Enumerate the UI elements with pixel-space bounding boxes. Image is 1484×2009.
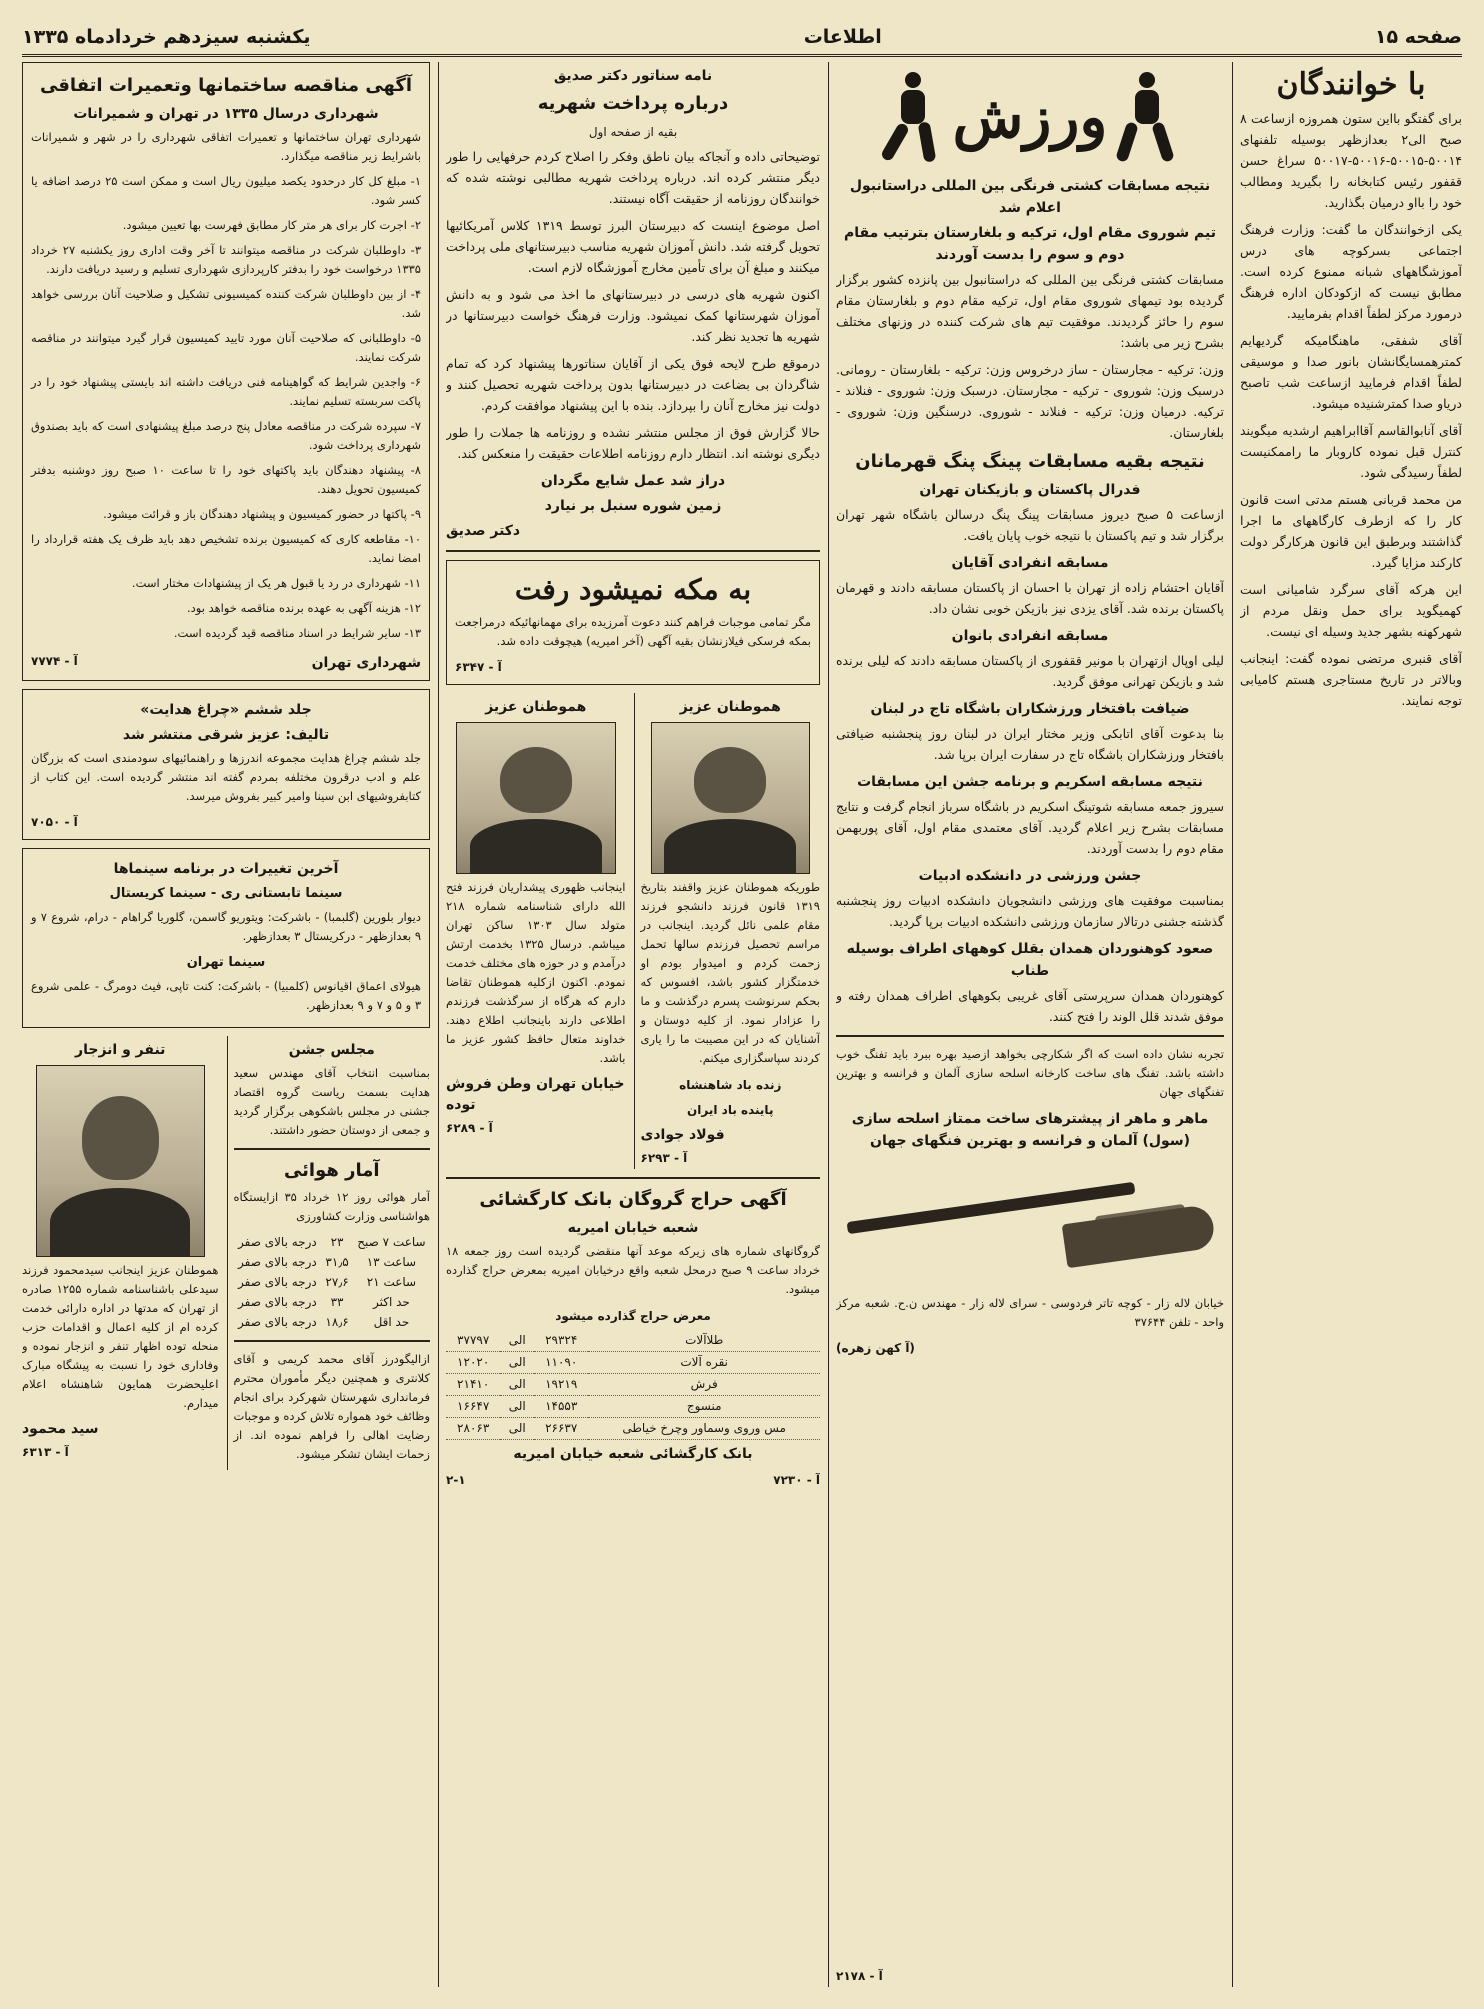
auction-notice [446, 1187, 820, 1491]
article-signature: دکتر صدیق [446, 523, 521, 539]
auction-table [446, 1330, 820, 1440]
tender-notice [22, 62, 430, 681]
letters-paragraph: یکی ازخوانندگان ما گفت: وزارت فرهنگ اجتماعی بسرکوچه های درس آموزشگاههای شبانه ممنوع کرده است. مطابق نیست که ازکودکان اداره فرهنگ درمورد مرکز لطفاً اقدام بفرمایید. [1240, 222, 1462, 321]
sports-logo-text: ورزش [952, 83, 1108, 151]
letters-column [1240, 62, 1462, 1987]
headline: تیم شوروی مقام اول، ترکیه و بلغارستان بترتیب مقام دوم و سوم را بدست آوردند [844, 225, 1216, 263]
obituary-left [446, 693, 626, 1169]
headline: فدرال پاکستان و بازیکنان تهران [919, 482, 1141, 498]
table-row: ساعت ۲۱ ۲۷٫۶ درجه بالای صفر [238, 1275, 417, 1289]
cinema-name: سینما تهران [186, 955, 266, 970]
auction-title: آگهی حراج گروگان بانک کارگشائی [479, 1189, 787, 1210]
mecca-notice [446, 560, 820, 685]
obituary-text: طوریکه هموطنان عزیز واقفند بتاریخ ۱۳۱۹ قانون فرزند دانشجو فرزند مقام علمی نائل گردید. اینجانب در مراسم تحصیل فرزندم سالها تحمل زحمت کردم و امیدوار بودم او خدمتگزار کشور باشد، افسوس که بحکم سرنوشت پسرم درگذشت و ما را عزادار نمود. از کلیه دوستان و آشنایان که در این مصیبت ما را یاری کردند سپاسگزاری میکنم. [640, 880, 820, 1065]
poem-line: زمین شوره سنبل بر نیارد [544, 498, 722, 514]
article-text: بنا بدعوت آقای اتابکی وزیر مختار ایران در لبنان روز پنجشنبه ضیافتی بافتخار ورزشکاران باشگاه تاج در سفارت ایران برپا شد. [836, 726, 1224, 762]
article-text: سیروز جمعه مسابقه شوتینگ اسکریم در باشگاه سرباز انجام گرفت و نتایج مسابقات بشرح زیر اعلام گردید. آقای معتمدی مقام اول، آقای پوربهمن مقام دوم را بدست آوردند. [836, 799, 1224, 856]
headline: ضیافت بافتخار ورزشکاران باشگاه تاج در لبنان [870, 701, 1190, 717]
tender-item: ۲- اجرت کار برای هر متر کار مطابق فهرست بها تعیین میشود. [122, 218, 421, 232]
obituary-title: هموطنان عزیز [485, 699, 587, 715]
article-text: اصل موضوع اینست که دبیرستان البرز توسط ۱۳۱۹ کلاس آمریکائیها تحویل گرفته شد. دانش آموزان شهریه مناسب دبیرستانهای ملی پرداخت میکنند و مبلغ آن برای تأمین مخارج آموزشگاه لازم است. [446, 218, 820, 275]
tender-item: شهرداری تهران ساختمانها و تعمیرات اتفاقی شهرداری را در شهر و شمیرانات باشرایط زیر مناقصه میگذارد. [31, 130, 421, 163]
article-text: درموقع طرح لایحه فوق یکی از آقایان سناتورها پیشنهاد کرد که تمام شاگردان بی بضاعت در دبیرستانها بدون پرداخت شهریه تحصیل کنند و دولت نیز مخارج آنان را بپردازد. بنده با این پیشنهاد موافقت کردم. [446, 356, 820, 413]
cinema-listing [22, 848, 430, 1028]
shotgun-image [836, 1158, 1224, 1288]
obituaries-row [446, 693, 820, 1169]
slogan: پاینده باد ایران [687, 1103, 774, 1117]
table-row: مس وروی وسماور وچرخ خیاطی ۲۶۶۳۷ الی ۲۸۰۶۳ [446, 1418, 820, 1440]
poem-line: دراز شد عمل شایع مگردان [540, 473, 726, 489]
center-column [446, 62, 820, 1987]
obituary-text: اینجانب ظهوری پیشداریان فرزند فتح الله دارای شناسنامه شماره ۲۱۸ متولد سال ۱۳۰۳ ساکن تهران میباشم. درسال ۱۳۲۵ بخدمت ارتش درآمدم و در حوزه های مختلف خدمت نمودم. اکنون ازکلیه هموطنان تقاضا دارم که هرگاه از سرگذشت فرزندم اطلاعی دارند باینجانب اطلاع دهند. خداوند متعال حافظ کشور عزیز ما باشد. [446, 880, 626, 1065]
notice-title: به مکه نمیشود رفت [514, 573, 752, 606]
jashn-text: بمناسبت انتخاب آقای مهندس سعید هدایت بسمت ریاست گروه اقتصاد جشنی در مجلس باشکوهی برگزار گردید و جمعی از دوستان حضور داشتند. [233, 1066, 430, 1137]
headline: مسابقه انفرادی بانوان [951, 628, 1109, 644]
condolence-text: هموطنان عزیز اینجانب سیدمحمود فرزند سیدعلی باشناسنامه شماره ۱۲۵۵ صادره از تهران که مدتها در اداره دارائی خدمت کرده ام از کلیه اعمال و اقدامات حزب منحله توده اظهار تنفر و انزجار نموده و وفاداری خود را نسبت به پیشگاه مبارک اعلیحضرت همایون شاهنشاه اعلام میدارم. [22, 1263, 219, 1410]
notice-text: مگر تمامی موجبات فراهم کنند دعوت آمرزیده برای مهمانهائیکه درمراجعت بمکه فرسکی فیلازنشان بقیه آگهی (آخر امیریه) هیچوقت داده شد. [455, 615, 811, 648]
article-text: حالا گزارش فوق از مجلس منتشر نشده و روزنامه ها جملات را طور دیگری نوشته اند. انتظار دارم روزنامه اطلاعات حقیقت را منعکس کند. [446, 425, 820, 461]
jashn-title: مجلس جشن [288, 1042, 375, 1058]
book-title: جلد ششم «چراغ هدایت» [140, 702, 312, 718]
auction-footer: بانک کارگشائی شعبه خیابان امیریه [513, 1446, 753, 1462]
article-text: وزن: ترکیه - مجارستان - ساز درخروس وزن: ترکیه - بلغارستان - رومانی. درسبک وزن: شوروی - ترکیه - مجارستان. درسبک وزن: شوروی - فنلاند - ترکیه. درمیان وزن: ترکیه - فنلاند - شوروی. درسنگین وزن: شوروی - بلغارستان. [836, 362, 1224, 440]
column-rule [438, 62, 439, 1987]
article-text: مسابقات کشتی فرنگی بین المللی که دراستانبول بین پانزده کشور برگزار گردیده بود تیمهای شوروی مقام اول، ترکیه مقام دوم و بلغارستان مقام سوم را حائز گردیدند. موفقیت تیم های شرکت کننده در وزنهای مختلف بشرح زیر می باشد: [836, 272, 1224, 350]
jashn-and-weather [227, 1036, 431, 1470]
condolence-signature: سید محمود [22, 1421, 99, 1437]
sports-column [836, 62, 1224, 1987]
table-row: حد اقل ۱۸٫۶ درجه بالای صفر [238, 1315, 410, 1329]
book-notice [22, 689, 430, 840]
article-text: لیلی اوپال ازتهران با مونیر ققفوری از پاکستان مسابقه دادند که لیلی برنده شد و بازیکن تهرانی موفق گردید. [836, 653, 1224, 689]
tender-item: ۱۳- سایر شرایط در اسناد مناقصه قید گردیده است. [173, 626, 421, 640]
letters-paragraph: آقای شفقی، ماهنگامیکه گردیهایم کمترهمسایگانشان بانور صدا و موسیقی لطفاً اقدام فرمایید ازساعت شب تاصبح دریاو صدا کمترشنیده میشود. [1240, 333, 1462, 411]
auction-branch: شعبه خیابان امیریه [567, 1220, 699, 1236]
book-author: تالیف: عزیز شرقی منتشر شد [122, 727, 330, 743]
headline: نتیجه مسابقه اسکریم و برنامه جشن این مسابقات [857, 774, 1203, 790]
headline: جشن ورزشی در دانشکده ادبیات [918, 868, 1142, 884]
letters-paragraph: برای گفتگو بااین ستون همروزه ازساعت ۸ صبح الی۲ بعدازظهر بوسیله تلفنهای ۵۰۰۱۴-۵۰۰۱۵-۵۰۰۱۶-۵۰۰۱۷ سراغ حسن ققفور رئیس کتابخانه را بگیرید ومطالب خود را بااو درمیان بگذارید. [1240, 111, 1462, 210]
cinema-name: سینما تابستانی ری - سینما کریستال [109, 886, 343, 901]
article-text: کوهنوردان همدان سرپرستی آقای غریبی بکوههای اطراف همدان رفته و موفق شدند قلل الوند را فتح کنند. [836, 988, 1224, 1024]
tender-title: آگهی مناقصه ساختمانها وتعمیرات اتفاقی [39, 75, 413, 96]
ad-code: ۲-۱ [446, 1473, 466, 1487]
ad-code: آ - ۶۳۴۷ [455, 660, 502, 674]
table-row: نقره آلات ۱۱۰۹۰ الی ۱۲۰۲۰ [446, 1352, 820, 1374]
article-text: بمناسبت موفقیت های ورزشی دانشجویان دانشکده ادبیات روز پنجشنبه گذشته جشنی درتالار سازمان ورزشی دانشکده ادبیات برپا گردید. [836, 893, 1224, 929]
condolence-title: تنفر و انزجار [75, 1042, 166, 1058]
paper-name: اطلاعات [803, 26, 882, 48]
masthead [22, 20, 1462, 57]
article-text: اکنون شهریه های درسی در دبیرستانهای ما اخذ می شود و به دانش آموزان شهرستانها کمک نمیشود. وزارت فرهنگ خواست دبیرستانها در شهریه ها تجدید نظر کند. [446, 287, 820, 344]
letters-paragraph: آقای قنبری مرتضی نموده گفت: اینجانب وبالاتر در تاریخ مستاجری هستم کامیابی توجه نمایند. [1240, 651, 1462, 708]
auction-intro: گروگانهای شماره های زیرکه موعد آنها منقضی گردیده است روز جمعه ۱۸ خرداد ساعت ۹ صبح درمحل شعبه واقع درخیابان امیریه بمعرض حراج گذارده میشود. [446, 1244, 820, 1296]
weather-extra-text: ازالیگودرز آقای محمد کریمی و آقای کلانتری و همچنین دیگر مأموران محترم فرمانداری شهرستان شهرکرد برای انجام وظائف خود همواره تلاش کرده و موجبات رضایت اهالی را فراهم نموده اند. از زحمات ایشان تشکر میشود. [233, 1352, 430, 1461]
table-row: فرش ۱۹۲۱۹ الی ۲۱۴۱۰ [446, 1374, 820, 1396]
article-title: درباره پرداخت شهریه [537, 93, 729, 114]
ad-code: (آ کهن زهره) [836, 1341, 915, 1355]
letters-paragraph: این هرکه آقای سرگرد شامیانی است کهمیگوید برای حمل ونقل مردم از شهرکهنه بشهر جدید وسیله ای نیست. [1240, 582, 1462, 639]
book-text: جلد ششم چراغ هدایت مجموعه اندرزها و راهنمائیهای سودمندی است که بزرگان علم و ادب درقرون مختلفه بمردم گفته اند منتشر گردیده است. این کتاب از کتابفروشیهای ابن سینا وامیر کبیر بفروش میرسد. [31, 751, 421, 803]
obituary-name: فولاد جوادی [640, 1127, 725, 1143]
headline: مسابقه انفرادی آقایان [951, 555, 1109, 571]
cinema-text: هیولای اعماق اقیانوس (کلمبیا) - باشرکت: کنت تاپی، فیث دومرگ - علمی شروع ۳ و ۵ و ۷ و ۹ بعدازظهر. [31, 979, 421, 1012]
weather-table [234, 1232, 431, 1332]
auction-table-header: معرض حراج گذارده میشود [555, 1309, 711, 1323]
table-row: ساعت ۷ صبح ۲۳ درجه بالای صفر [238, 1235, 426, 1249]
ad-text: تجربه نشان داده است که اگر شکارچی بخواهد ازصید بهره ببرد باید تفنگ خوب داشته باشد. تفنگ های ساخت کارخانه اسلحه سازی آلمان و فرانسه و بهترین تفنگهای جهان [836, 1047, 1224, 1099]
ad-address: خیابان لاله زار - کوچه تاتر فردوسی - سرای لاله زار - مهندس ن.ح. شعبه مرکز واحد - تلفن ۳۷۶۴۴ [836, 1296, 1224, 1329]
tender-item: ۸- پیشنهاد دهندگان باید پاکتهای خود را تا ساعت ۱۰ صبح روز دوشنبه بدفتر کمیسیون تحویل دهند. [31, 463, 421, 496]
tender-item: ۱۰- مقاطعه کاری که کمیسیون برنده تشخیص دهد باید ظرف یک هفته قرارداد را امضا نماید. [31, 532, 421, 565]
column-rule [1232, 62, 1233, 1987]
ad-code: آ - ۷۲۳۰ [773, 1473, 820, 1487]
letters-paragraph: من محمد قربانی هستم مدتی است قانون کار را که ازطرف کارگاههای ما اجرا گذاشتند وبرطبق این قانون هرکارگر دولت کارکند مزایا گیرد. [1240, 492, 1462, 570]
issue-date: یکشنبه سیزدهم خردادماه ۱۳۳۵ [22, 26, 311, 48]
ad-code: آ - ۷۰۵۰ [31, 815, 78, 829]
condolence-notice [22, 1036, 219, 1470]
tender-item: ۱- مبلغ کل کار درحدود یکصد میلیون ریال است و ممکن است ۲۵ درصد اضافه یا کسر شود. [31, 174, 421, 207]
table-row: طلاآلات ۲۹۳۲۴ الی ۳۷۷۹۷ [446, 1330, 820, 1352]
cinema-text: دیوار بلورین (گلبمبا) - باشرکت: ویتوریو گاسمن، گلوریا گراهام - درام، شروع ۷ و ۹ بعدازظهر - درکریستال ۳ بعدازظهر. [31, 910, 421, 943]
ad-headline: ماهر و ماهر از پیشترهای ساخت ممتاز اسلحه سازی (سول) آلمان و فرانسه و بهترین فنگهای جهان [851, 1111, 1209, 1149]
table-row: حد اکثر ۳۳ درجه بالای صفر [238, 1295, 410, 1309]
ad-code: آ - ۶۲۹۳ [640, 1151, 688, 1165]
tender-item: ۹- پاکتها در حضور کمیسیون و پیشنهاد دهندگان باز و قرائت میشود. [103, 507, 421, 521]
gun-advertisement [836, 1045, 1224, 1359]
article-continued: بقیه از صفحه اول [588, 125, 678, 139]
tender-item: ۵- داوطلبانی که صلاحیت آنان مورد تایید کمیسیون قرار گیرد میتوانند در مناقصه شرکت نمایند. [31, 331, 421, 364]
letters-paragraph: آقای آنابوالقاسم آقاابراهیم ارشدیه میگویند کنترل قبل نموده کاروبار ما راممکنیست لطفاً رسیدگی شود. [1240, 423, 1462, 480]
table-row: ساعت ۱۳ ۳۱٫۵ درجه بالای صفر [238, 1255, 417, 1269]
weather-intro: آمار هوائی روز ۱۲ خرداد ۳۵ ازایستگاه هواشناسی وزارت کشاورزی [233, 1190, 430, 1223]
ad-code: آ - ۶۳۱۳ [22, 1445, 69, 1459]
headline: نتیجه مسابقات کشتی فرنگی بین المللی دراستانبول اعلام شد [849, 178, 1211, 216]
obituary-sign: خیابان تهران وطن فروش توده [446, 1076, 625, 1113]
column-rule [828, 62, 829, 1987]
table-row: منسوج ۱۴۵۵۳ الی ۱۶۶۴۷ [446, 1396, 820, 1418]
sports-logo [836, 62, 1224, 172]
letters-title: با خوانندگان [1276, 67, 1426, 102]
left-column [22, 62, 430, 1987]
weather-title: آمار هوائی [283, 1160, 380, 1181]
bottom-left-row [22, 1036, 430, 1470]
tender-item: ۴- از بین داوطلبان شرکت کننده کمیسیونی تشکیل و صلاحیت آنان بررسی خواهد شد. [31, 287, 421, 320]
obituary-right [634, 693, 821, 1169]
portrait-photo [36, 1065, 205, 1257]
tender-item: ۱۱- شهرداری در رد یا قبول هر یک از پیشنهادات مختار است. [131, 576, 421, 590]
footballer-figure-icon [883, 72, 943, 162]
slogan: زنده باد شاهنشاه [679, 1078, 782, 1092]
tender-signature: شهرداری تهران [311, 655, 421, 671]
tender-item: ۷- سپرده شرکت در مناقصه معادل پنج درصد مبلغ پیشنهادی است که باید بصندوق شهرداری پرداخت شود. [31, 419, 421, 452]
cinema-title: آخرین تغییرات در برنامه سینماها [113, 861, 339, 877]
tender-item: ۶- واجدین شرایط که گواهینامه فنی دریافت داشته اند بایستی پیشنهاد خود را در پاکت سربسته تسلیم نمایند. [31, 375, 421, 408]
article-text: آقایان احتشام زاده از تهران با احسان از پاکستان مسابقه دادند و قهرمان پاکستان برنده شد. آقای یزدی نیز بازیکن خوبی نشان داد. [836, 580, 1224, 616]
ad-code: آ - ۶۲۸۹ [446, 1121, 493, 1135]
tender-item: ۳- داوطلبان شرکت در مناقصه میتوانند تا آخر وقت اداری روز یکشنبه ۲۷ خرداد ۱۳۳۵ درخواست خود را بدفتر کارپردازی شهرداری تسلیم و رسید دریافت دارند. [31, 243, 421, 276]
portrait-photo [651, 722, 811, 874]
ad-code: آ - ۷۷۷۴ [31, 654, 78, 668]
portrait-photo [456, 722, 616, 874]
obituary-title: هموطنان عزیز [679, 699, 781, 715]
headline: نتیجه بقیه مسابقات پینگ پنگ قهرمانان [855, 451, 1205, 472]
page-number: صفحه ۱۵ [1374, 26, 1462, 48]
article-kicker: نامه سناتور دکتر صدیق [553, 68, 713, 84]
headline: صعود کوهنوردان همدان بقلل کوههای اطراف بوسیله طناب [846, 941, 1214, 979]
article-text: توضیحاتی داده و آنجاکه بیان ناطق وفکر را اصلاح کردم حرفهایی را طور دیگر منتشر کرده اند. درباره پرداخت شهریه مطالبی نوشته شده که خوانندگان روزنامه از حقیقت آگاه نیستند. [446, 149, 820, 206]
wrestler-figure-icon [1117, 72, 1177, 162]
tender-item: ۱۲- هزینه آگهی به عهده برنده مناقصه خواهد بود. [187, 601, 421, 615]
ad-code: آ - ۲۱۷۸ [836, 1969, 883, 1983]
tender-subtitle: شهرداری درسال ۱۳۳۵ در تهران و شمیرانات [73, 106, 379, 122]
article-text: ازساعت ۵ صبح دیروز مسابقات پینگ پنگ درسالن باشگاه شهر تهران برگزار شد و تیم پاکستان با نتیجه خوب پایان یافت. [836, 507, 1224, 543]
